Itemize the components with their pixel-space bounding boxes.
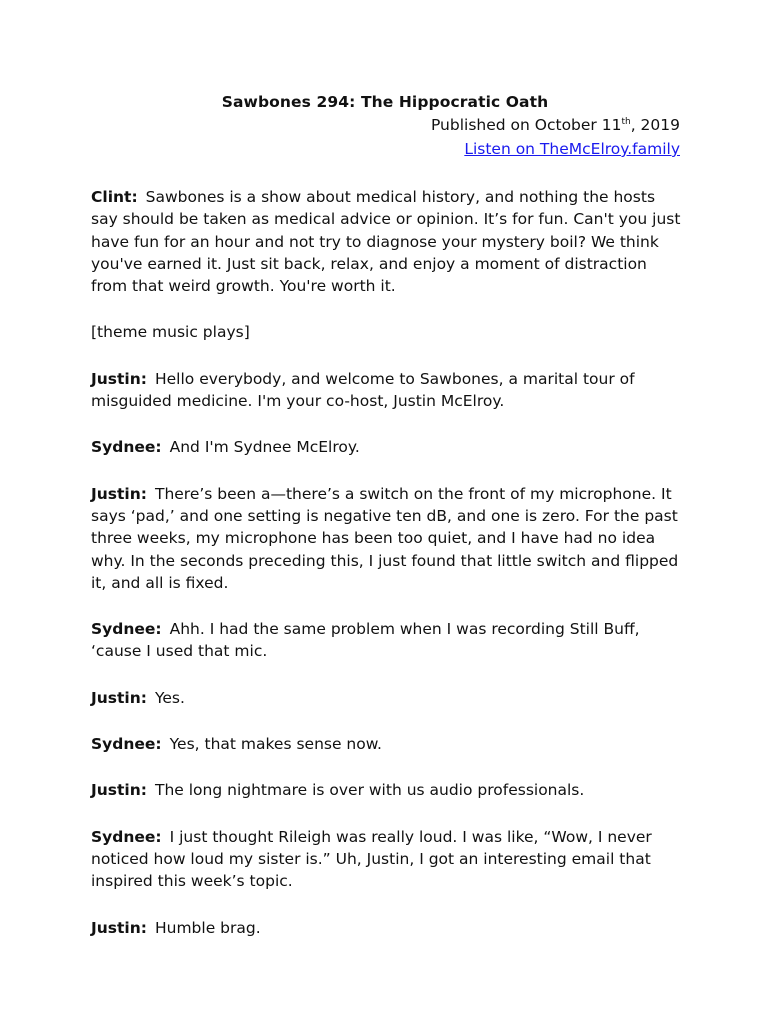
transcript-paragraph [91,321,681,343]
transcript-paragraph [91,618,681,663]
paragraph-text: There’s been a—there’s a switch on the front of my microphone. It says ‘pad,’ and one setting is negative ten dB, and one is zero. For the past three weeks, my microphone has been too quiet, and I have had no idea why. In the seconds preceding this, I just found that little switch and flipped it, and all is fixed. [91,484,679,592]
speaker-name: Clint: [91,188,138,206]
speaker-name: Justin: [91,484,147,503]
paragraph-text: Ahh. I had the same problem when I was recording Still Buff, ‘cause I used that mic. [91,620,640,661]
document-title: Sawbones 294: The Hippocratic Oath [221,93,549,111]
transcript-paragraph [91,436,681,458]
speaker-name: Sydnee: [91,620,162,639]
transcript-paragraph [91,917,681,939]
paragraph-text: The long nightmare is over with us audio professionals. [154,781,585,800]
speaker-name: Justin: [91,918,147,937]
published-date-ordinal: th [621,116,631,127]
published-date [431,116,680,134]
speaker-name: Sydnee: [91,827,162,846]
listen-link[interactable]: Listen on TheMcElroy.family [464,140,680,158]
published-date-prefix: Published on October 11 [430,116,622,134]
stage-direction: [theme music plays] [91,323,250,342]
paragraph-text: Yes, that makes sense now. [169,735,382,754]
transcript-paragraph [91,779,681,801]
paragraph-text: I just thought Rileigh was really loud. I was like, “Wow, I never noticed how loud my sister is.” Uh, Justin, I got an interesting email that inspired this week’s topic. [91,827,652,891]
speaker-name: Sydnee: [91,735,162,754]
transcript-paragraph [91,186,681,297]
paragraph-text: Sawbones is a show about medical history, and nothing the hosts say should be taken as medical advice or opinion. It’s for fun. Can't you just have fun for an hour and not try to diagnose your mystery boil? We think you've earned it. Just sit back, relax, and enjoy a moment of distraction from that weird growth. You're worth it. [91,188,681,296]
transcript [91,186,681,963]
paragraph-text: Humble brag. [154,918,261,937]
speaker-name: Justin: [91,688,147,707]
transcript-paragraph [91,826,681,893]
transcript-paragraph [91,368,681,413]
paragraph-text: And I'm Sydnee McElroy. [169,438,360,457]
speaker-name: Sydnee: [91,438,162,457]
transcript-paragraph [91,733,681,755]
published-date-suffix: , 2019 [630,116,680,134]
paragraph-text: Hello everybody, and welcome to Sawbones, a marital tour of misguided medicine. I'm your co-host, Justin McElroy. [91,369,635,411]
transcript-paragraph [91,687,681,709]
paragraph-text: Yes. [154,688,185,707]
speaker-name: Justin: [91,781,147,800]
transcript-paragraph [91,483,681,594]
speaker-name: Justin: [91,369,147,388]
